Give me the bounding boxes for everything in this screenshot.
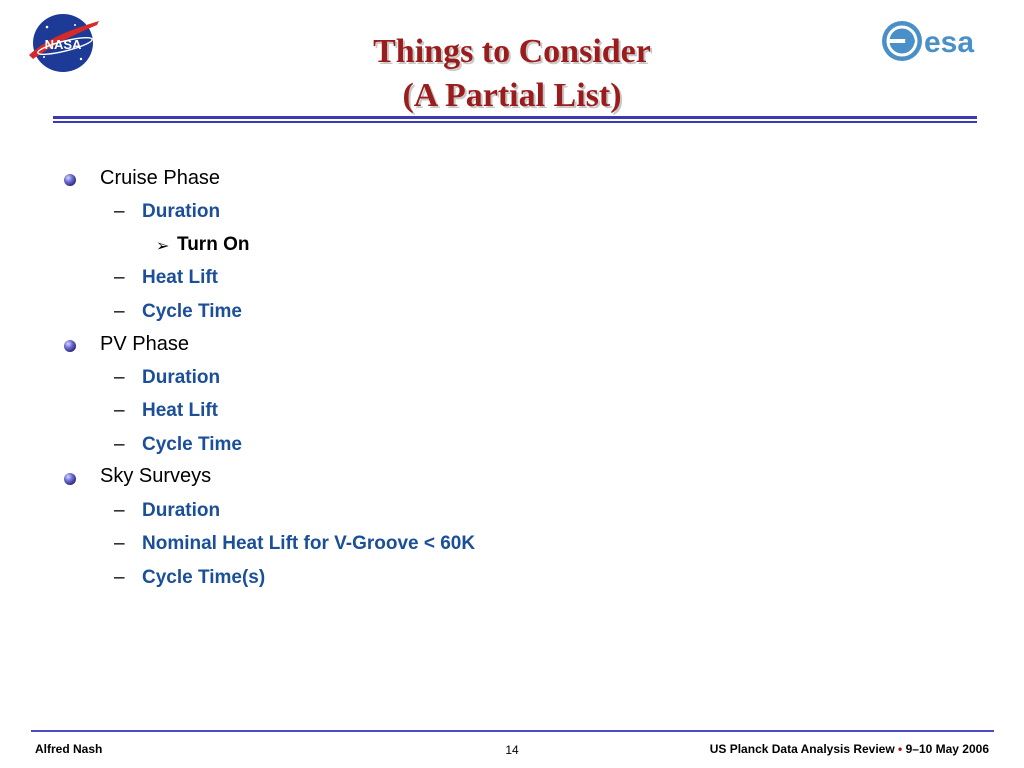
dash-marker: – [114, 201, 125, 222]
header-rule [53, 116, 977, 119]
title-line-1: Things to Consider [373, 33, 651, 70]
outline-item-level2: Cycle Time(s) [142, 567, 266, 588]
outline-item-level2: Nominal Heat Lift for V-Groove < 60K [142, 533, 476, 554]
dash-marker: – [114, 533, 125, 554]
outline-item-level1: Sky Surveys [100, 465, 212, 487]
footer-rule [31, 730, 994, 732]
outline-item-level2: Duration [142, 500, 221, 521]
footer-separator: • [898, 742, 903, 756]
page-number: 14 [505, 743, 519, 757]
dash-marker: – [114, 434, 125, 455]
slide-title [0, 30, 1024, 118]
bullet-icon [64, 174, 76, 186]
outline-item-level2: Cycle Time [142, 434, 242, 455]
footer-event-info [710, 742, 989, 756]
svg-text:NASA: NASA [44, 37, 82, 52]
dash-marker: – [114, 400, 125, 421]
outline-item-level2: Heat Lift [142, 400, 218, 421]
outline-item-level2: Heat Lift [142, 267, 218, 288]
outline-item-level2: Cycle Time [142, 301, 242, 322]
svg-text:esa: esa [924, 26, 975, 59]
footer-date: 9–10 May 2006 [905, 742, 989, 756]
title-line-2: (A Partial List) [402, 77, 622, 114]
dash-marker: – [114, 567, 125, 588]
outline-item-level1: Cruise Phase [100, 167, 221, 189]
outline-item-level2: Duration [142, 201, 221, 222]
dash-marker: – [114, 367, 125, 388]
bullet-icon [64, 473, 76, 485]
outline-item-level1: PV Phase [100, 333, 189, 355]
bullet-icon [64, 340, 76, 352]
header-rule-secondary [53, 121, 977, 123]
outline-item-level2: Duration [142, 367, 221, 388]
footer-event: US Planck Data Analysis Review [709, 742, 895, 756]
outline-item-level3: Turn On [177, 234, 250, 255]
dash-marker: – [114, 301, 125, 322]
dash-marker: – [114, 500, 125, 521]
dash-marker: – [114, 267, 125, 288]
footer-author: Alfred Nash [35, 742, 103, 756]
arrow-bullet-icon: ➢ [156, 238, 170, 255]
